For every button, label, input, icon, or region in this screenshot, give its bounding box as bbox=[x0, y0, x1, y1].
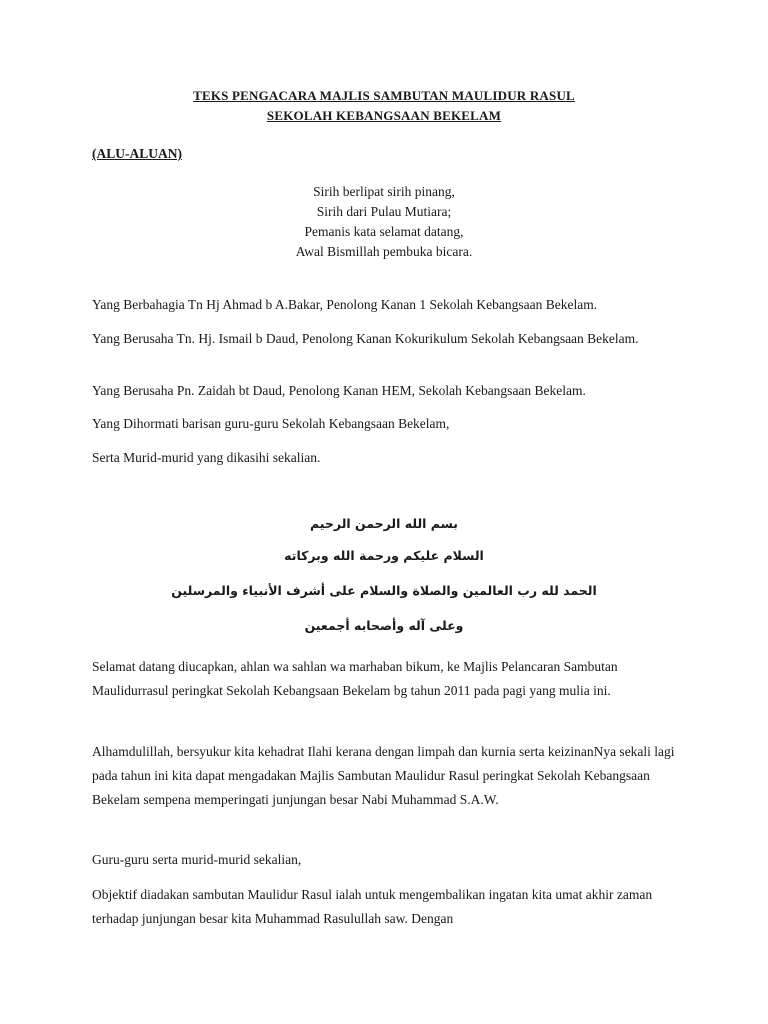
section-heading: (ALU-ALUAN) bbox=[92, 146, 182, 161]
salutation-paragraph: Serta Murid-murid yang dikasihi sekalian. bbox=[92, 450, 321, 465]
document-title-line-2: SEKOLAH KEBANGSAAN BEKELAM bbox=[266, 108, 502, 123]
arabic-line-hamdalah: الحمد لله رب العالمين والصلاة والسلام على أشرف الأنبياء والمرسلين bbox=[171, 583, 597, 598]
pantun-line: Pemanis kata selamat datang, bbox=[304, 224, 464, 239]
pantun-line: Sirih dari Pulau Mutiara; bbox=[316, 204, 452, 219]
arabic-line-salam: السلام عليكم ورحمة الله وبركاته bbox=[284, 548, 484, 563]
arabic-line-closing: وعلى آله وأصحابه أجمعين bbox=[304, 618, 464, 633]
salutation-paragraph: Yang Berbahagia Tn Hj Ahmad b A.Bakar, Penolong Kanan 1 Sekolah Kebangsaan Bekelam. bbox=[92, 297, 598, 312]
opening-pantun bbox=[0, 182, 768, 262]
body-paragraph: Alhamdulillah, bersyukur kita kehadrat Ilahi kerana dengan limpah dan kurnia serta keizinanNya sekali lagi pada tahun ini kita dapat mengadakan Majlis Sambutan Maulidur Rasul peringkat Sekolah Kebangsaan Bekelam sempena memperingati junjungan besar Nabi Muhammad S.A.W. bbox=[92, 744, 675, 807]
salutation-paragraph: Yang Berusaha Tn. Hj. Ismail b Daud, Penolong Kanan Kokurikulum Sekolah Kebangsaan Bekelam. bbox=[92, 331, 639, 346]
arabic-line-basmalah: بسم الله الرحمن الرحيم bbox=[310, 516, 458, 531]
body-paragraph: Guru-guru serta murid-murid sekalian, bbox=[92, 852, 302, 867]
body-paragraph: Objektif diadakan sambutan Maulidur Rasul ialah untuk mengembalikan ingatan kita umat akhir zaman terhadap junjungan besar kita Muhammad Rasulullah saw. Dengan bbox=[92, 887, 653, 926]
body-paragraph: Selamat datang diucapkan, ahlan wa sahlan wa marhaban bikum, ke Majlis Pelancaran Sambutan Maulidurrasul peringkat Sekolah Kebangsaan Bekelam bg tahun 2011 pada pagi yang mulia ini. bbox=[92, 659, 618, 698]
salutation-paragraph: Yang Berusaha Pn. Zaidah bt Daud, Penolong Kanan HEM, Sekolah Kebangsaan Bekelam. bbox=[92, 383, 586, 398]
salutation-paragraph: Yang Dihormati barisan guru-guru Sekolah Kebangsaan Bekelam, bbox=[92, 416, 450, 431]
pantun-line: Sirih berlipat sirih pinang, bbox=[313, 184, 455, 199]
pantun-line: Awal Bismillah pembuka bicara. bbox=[295, 244, 473, 259]
document-title-line-1: TEKS PENGACARA MAJLIS SAMBUTAN MAULIDUR RASUL bbox=[193, 88, 575, 103]
